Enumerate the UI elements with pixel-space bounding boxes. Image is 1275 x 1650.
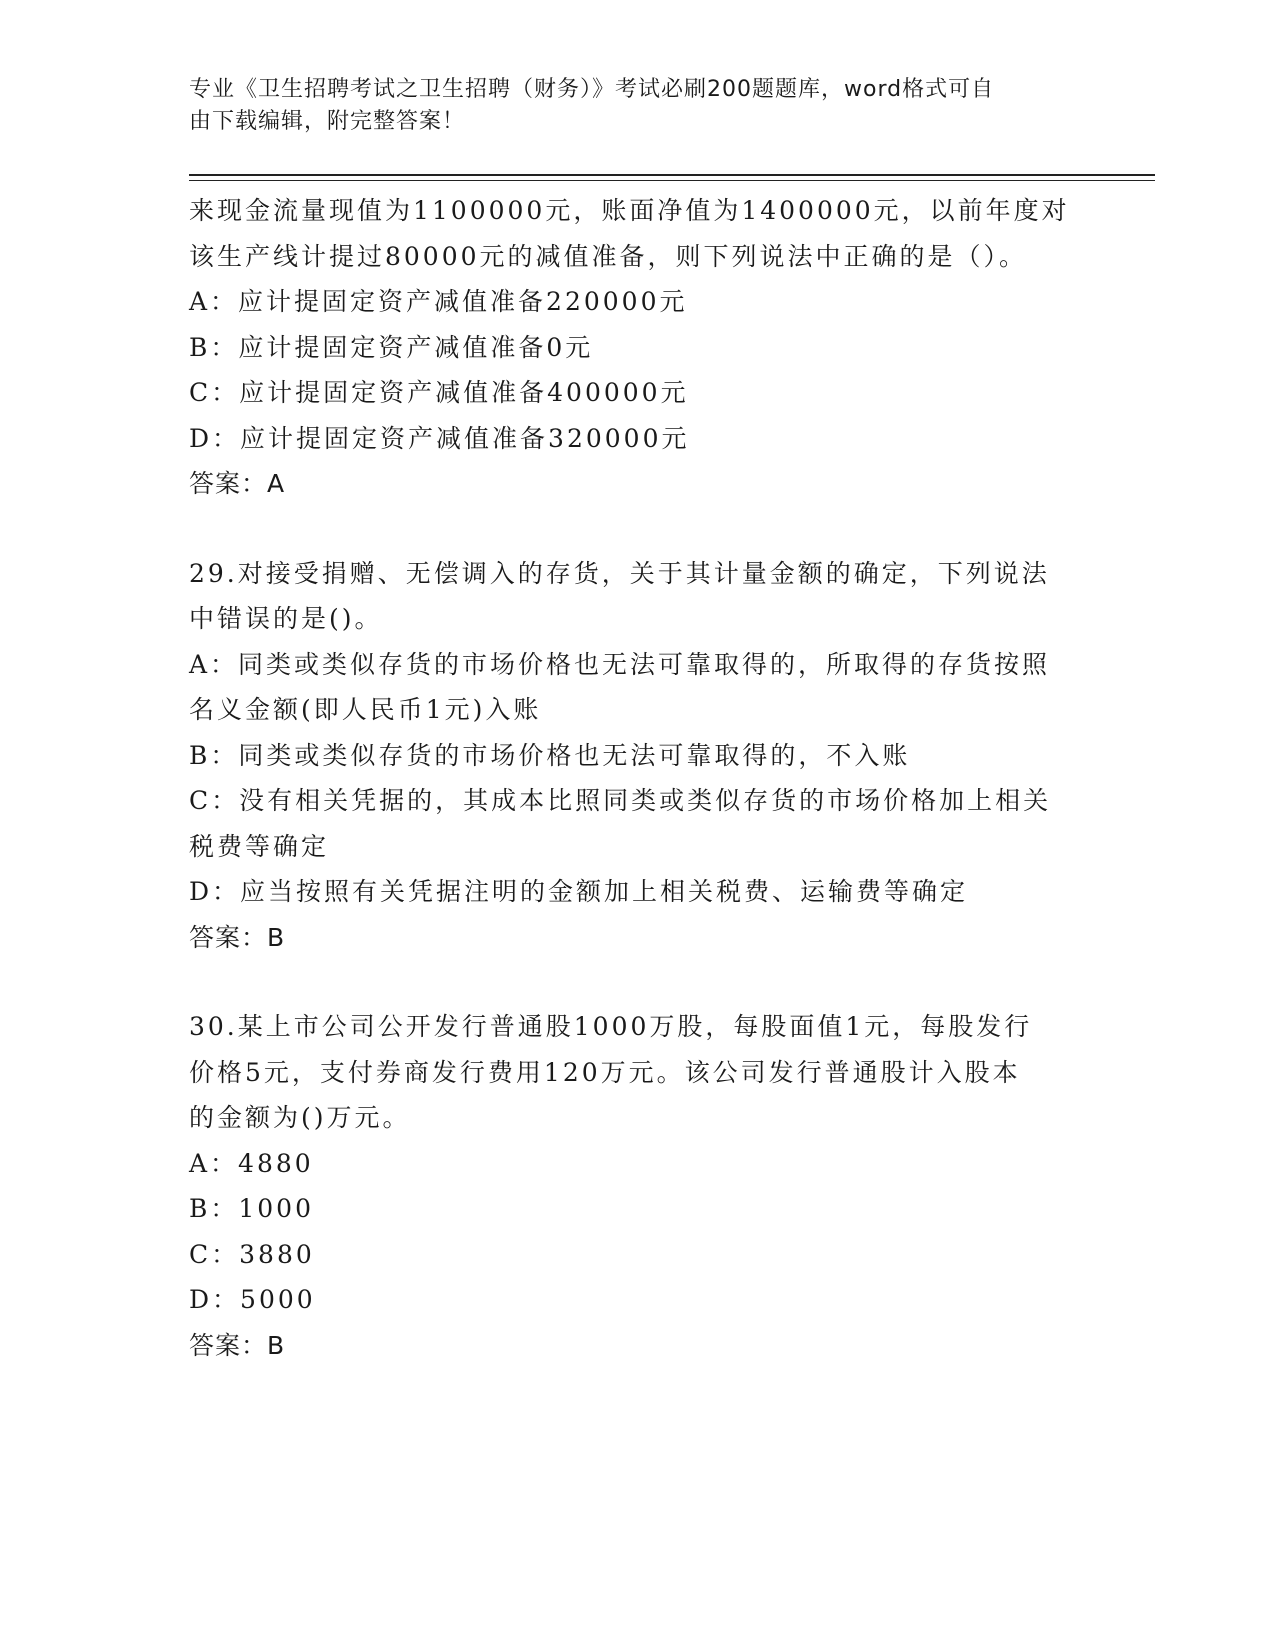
question-stem-line: 价格5元，支付券商发行费用120万元。该公司发行普通股计入股本 bbox=[189, 1057, 1021, 1087]
option-c: C：3880 bbox=[189, 1239, 315, 1269]
header-title-line-1: 专业《卫生招聘考试之卫生招聘（财务）》考试必刷200题题库，word格式可自 bbox=[189, 77, 995, 102]
question-stem-line: 的金额为()万元。 bbox=[189, 1103, 411, 1132]
question-spacer bbox=[189, 960, 1089, 1004]
document-header bbox=[189, 74, 1069, 138]
question-list bbox=[189, 188, 1089, 1368]
option-b: B：同类或类似存货的市场价格也无法可靠取得的，不入账 bbox=[189, 740, 911, 770]
option-a-continued: 名义金额(即人民币1元)入账 bbox=[189, 695, 542, 724]
question-stem-line: 该生产线计提过80000元的减值准备，则下列说法中正确的是（）。 bbox=[189, 241, 1028, 271]
question-30 bbox=[189, 1004, 1089, 1368]
question-spacer bbox=[189, 507, 1089, 551]
question-stem-line: 中错误的是()。 bbox=[189, 604, 383, 633]
answer-line: 答案：B bbox=[189, 922, 286, 952]
option-d: D：5000 bbox=[189, 1285, 316, 1314]
header-title-line-2: 由下载编辑，附完整答案！ bbox=[189, 109, 466, 134]
header-divider-thick bbox=[189, 174, 1155, 176]
header-divider-thin bbox=[189, 180, 1155, 181]
question-28 bbox=[189, 188, 1089, 507]
option-c-continued: 税费等确定 bbox=[189, 831, 330, 861]
option-b: B：应计提固定资产减值准备0元 bbox=[189, 332, 594, 362]
option-a: A：应计提固定资产减值准备220000元 bbox=[189, 287, 688, 316]
option-d: D：应计提固定资产减值准备320000元 bbox=[189, 423, 690, 453]
option-a: A：4880 bbox=[189, 1148, 314, 1178]
option-c: C：没有相关凭据的，其成本比照同类或类似存货的市场价格加上相关 bbox=[189, 786, 1052, 815]
question-stem-line: 30.某上市公司公开发行普通股1000万股，每股面值1元，每股发行 bbox=[189, 1012, 1033, 1041]
question-stem-line: 来现金流量现值为1100000元，账面净值为1400000元，以前年度对 bbox=[189, 196, 1070, 225]
option-d: D：应当按照有关凭据注明的金额加上相关税费、运输费等确定 bbox=[189, 877, 969, 906]
answer-line: 答案：B bbox=[189, 1330, 286, 1360]
question-29 bbox=[189, 551, 1089, 961]
answer-line: 答案：A bbox=[189, 469, 286, 498]
option-c: C：应计提固定资产减值准备400000元 bbox=[189, 378, 689, 407]
question-stem-line: 29.对接受捐赠、无偿调入的存货，关于其计量金额的确定，下列说法 bbox=[189, 558, 1050, 588]
option-b: B：1000 bbox=[189, 1194, 314, 1223]
option-a: A：同类或类似存货的市场价格也无法可靠取得的，所取得的存货按照 bbox=[189, 649, 1051, 679]
